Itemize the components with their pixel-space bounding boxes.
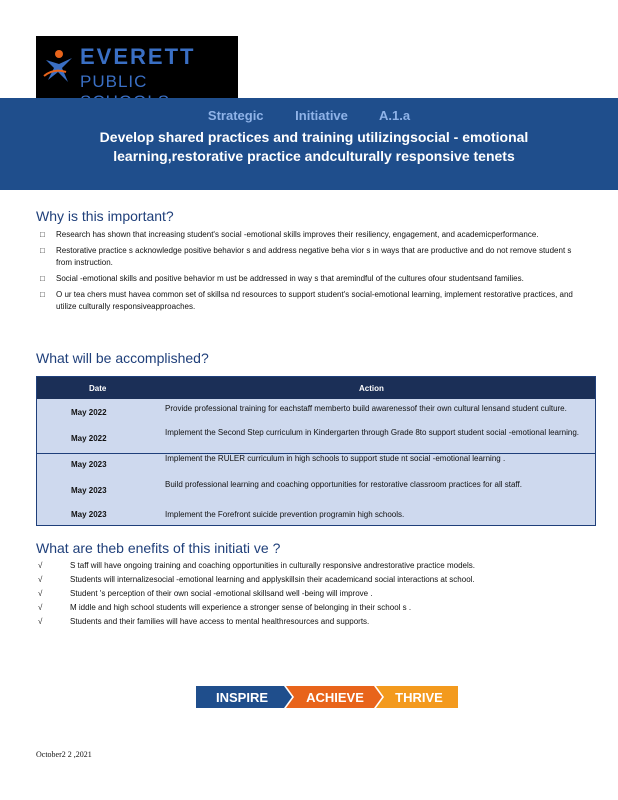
check-icon: √	[38, 617, 43, 626]
benefit-item: √ S taff will have ongoing training and coaching opportunities in culturally responsive andrestorative practice models.	[38, 561, 475, 570]
column-date: Date	[89, 384, 107, 393]
why-item: □ Research has shown that increasing student's social -emotional skills improves their resiliency, engagement, and academicperformance.	[40, 230, 539, 239]
benefits-heading: What are theb enefits of this initiati ve ?	[36, 540, 281, 556]
why-item: □ Social -emotional skills and positive behavior m ust be addressed in way s that aremindful of the cultures ofour studentsand families.	[40, 274, 524, 283]
why-item: □ O ur tea chers must havea common set of skillsa nd resources to support student's social-emotional learning, implement restorative practices, and utilize culturally responsiveapproaches.	[40, 290, 573, 311]
ribbon-label-inspire: INSPIRE	[215, 690, 269, 705]
benefits-list	[38, 560, 570, 630]
initiative-subtitle: Strategic Initiative A.1.a	[207, 108, 411, 123]
ribbon-label-thrive: THRIVE	[395, 690, 443, 705]
table-header	[37, 377, 595, 399]
check-icon: √	[38, 561, 43, 570]
why-heading: Why is this important?	[36, 208, 174, 224]
column-action: Action	[359, 384, 384, 393]
benefit-item: √ M iddle and high school students will experience a stronger sense of belonging in their school s .	[38, 603, 412, 612]
check-icon: √	[38, 589, 43, 598]
benefit-item: √ Student 's perception of their own social -emotional skillsand well -being will improve .	[38, 589, 373, 598]
bullet-box-icon: □	[40, 274, 45, 283]
logo-line-1: EVERETT	[80, 44, 196, 69]
benefit-item: √ Students will internalizesocial -emotional learning and applyskillsin their academicand social interactions at school.	[38, 575, 475, 584]
benefit-item: √ Students and their families will have access to mental healthresources and supports.	[38, 617, 370, 626]
star-figure-icon	[42, 46, 76, 86]
initiative-title: Develop shared practices and training utilizingsocial - emotional learning,restorative practice andculturally responsive tenets	[99, 129, 529, 164]
why-item: □ Restorative practice s acknowledge positive behavior s and address negative beha vior s in ways that are productive and do not remove student s from instruction.	[40, 246, 572, 267]
ribbon-label-achieve: ACHIEVE	[306, 690, 364, 705]
check-icon: √	[38, 603, 43, 612]
check-icon: √	[38, 575, 43, 584]
why-list	[40, 229, 576, 317]
accomplished-heading: What will be accomplished?	[36, 350, 209, 366]
bullet-box-icon: □	[40, 246, 45, 255]
title-banner	[0, 98, 618, 190]
bullet-box-icon: □	[40, 230, 45, 239]
footer-date: October2 2 ,2021	[36, 750, 92, 759]
logo-line-2: PUBLIC	[80, 72, 148, 91]
bullet-box-icon: □	[40, 290, 45, 299]
action-table: Date Action May 2022 Provide professional training for eachstaff memberto build awarenessof their own cultural lensand student culture. May 2022 Implement the Second Step curriculum in Kindergarten through Grade 8to support student social -emotional learning. May 2023 Implement the RULER curriculum in high schools to support stude nt social -emotional learning . May 2023 Build professional learning and coaching opportunities for restorative classroom practices for all staff. May 2023 Implement the Forefront suicide prevention programin high schools.	[36, 376, 596, 526]
district-logo	[36, 36, 238, 98]
inspire-achieve-thrive-ribbon	[196, 686, 458, 708]
